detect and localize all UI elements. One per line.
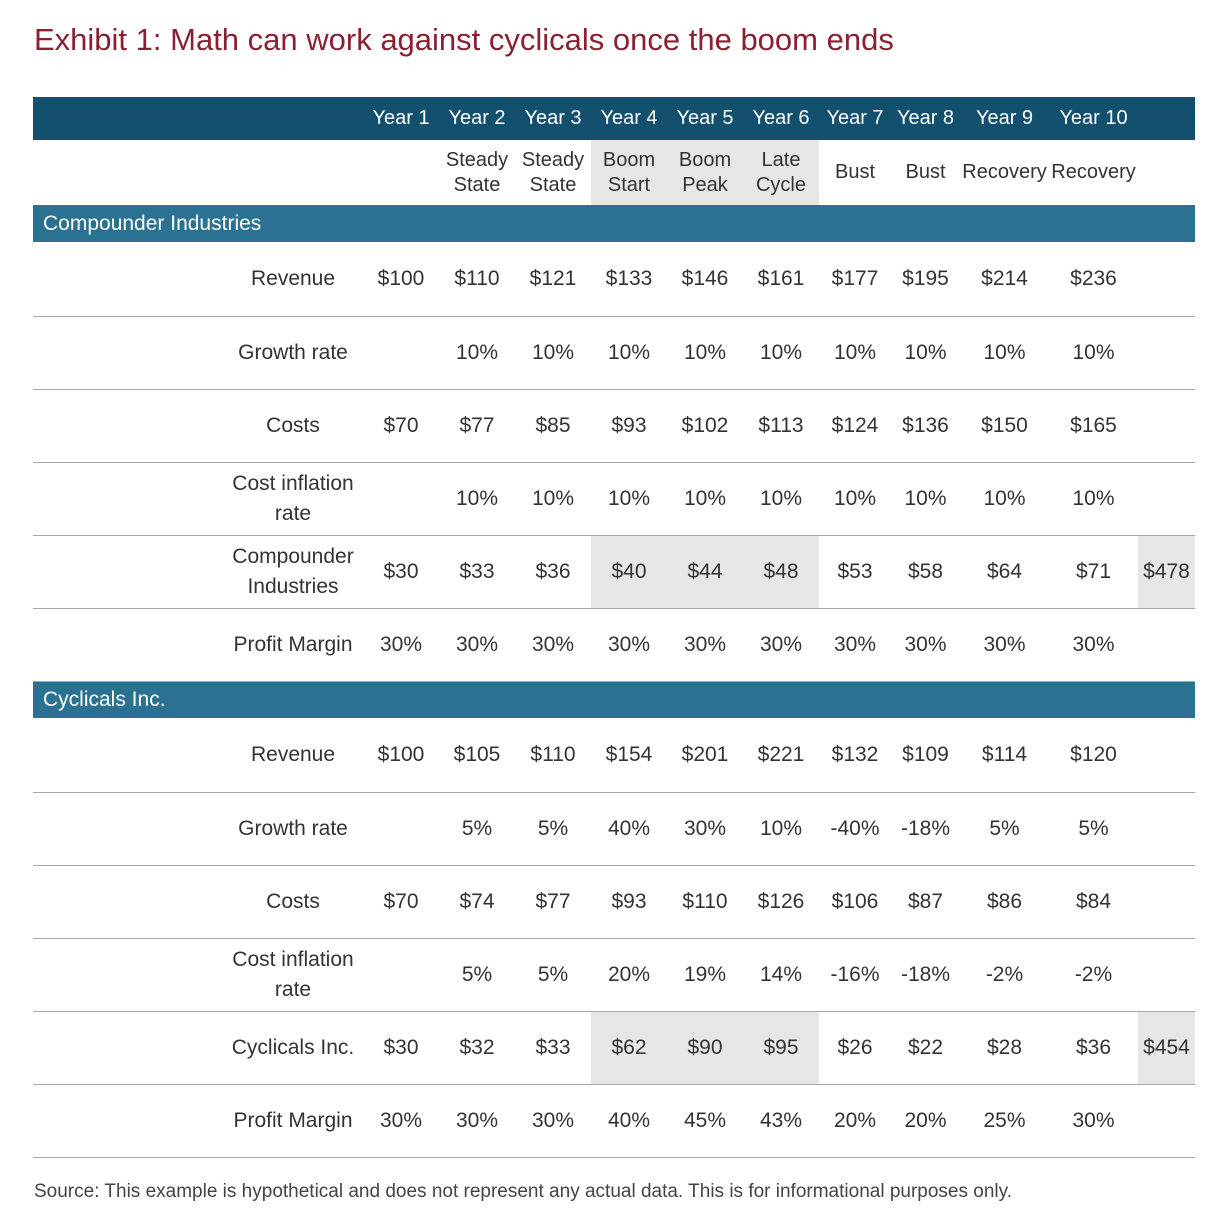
table-cell: 5% — [461, 816, 493, 840]
table-cell: 10% — [983, 486, 1026, 510]
source-note: Source: This example is hypothetical and does not represent any actual data. This is for informational purposes only. — [34, 1181, 1012, 1202]
table-row — [33, 938, 1195, 1011]
row-indent — [33, 1011, 223, 1084]
table-cell: $33 — [535, 1035, 571, 1059]
total-cell: $478 — [1138, 535, 1195, 608]
table-cell: $26 — [837, 1035, 873, 1059]
table-cell: $93 — [611, 413, 647, 437]
table-cell: $93 — [611, 889, 647, 913]
metric-label: Revenue — [250, 266, 336, 290]
year-header: Year 6 — [752, 107, 810, 129]
phase-line: Steady — [445, 148, 509, 171]
metric-label: Growth rate — [238, 816, 348, 840]
year-header-row — [33, 97, 1195, 140]
total-cell — [1138, 389, 1195, 462]
table-cell: $102 — [681, 413, 729, 437]
table-cell: 10% — [904, 340, 947, 364]
table-cell: 30% — [607, 632, 651, 656]
table-cell: $201 — [681, 742, 729, 766]
table-cell: 10% — [531, 486, 575, 510]
total-cell — [1138, 462, 1195, 535]
table-cell: 5% — [537, 816, 569, 840]
total-cell — [1138, 316, 1195, 389]
table-cell: 30% — [1072, 632, 1115, 656]
table-cell: 25% — [983, 1108, 1026, 1132]
table-row — [33, 242, 1195, 316]
page-title: Exhibit 1: Math can work against cyclicals once the boom ends — [34, 22, 894, 57]
phase-label — [960, 140, 1049, 205]
table-cell: $32 — [459, 1035, 495, 1059]
table-cell: -16% — [830, 962, 880, 986]
table-cell: 10% — [531, 340, 575, 364]
table-cell: 10% — [607, 340, 651, 364]
table-cell: $132 — [831, 742, 879, 766]
year-header: Year 1 — [372, 107, 430, 129]
year-header: Year 2 — [448, 107, 506, 129]
year-header: Year 3 — [524, 107, 582, 129]
table-cell: 10% — [455, 340, 499, 364]
table-cell: $40 — [591, 535, 667, 608]
table-row — [33, 608, 1195, 681]
table-cell: $161 — [757, 266, 805, 290]
table-cell: 10% — [759, 486, 803, 510]
table-row — [33, 462, 1195, 535]
year-header: Year 10 — [1059, 107, 1128, 129]
row-indent — [33, 865, 223, 938]
table-cell: 30% — [455, 632, 499, 656]
phase-label — [439, 140, 515, 205]
table-cell: -18% — [900, 962, 951, 986]
metric-label: Cost inflation rate — [232, 947, 354, 1001]
total-cell — [1138, 242, 1195, 316]
table-cell: $30 — [383, 559, 419, 583]
table-cell: 30% — [983, 632, 1026, 656]
table-cell: $236 — [1070, 266, 1117, 290]
table-cell: $62 — [591, 1011, 667, 1084]
table-cell: $214 — [981, 266, 1028, 290]
row-indent — [33, 1084, 223, 1157]
table-cell: $110 — [530, 742, 576, 766]
year-header: Year 8 — [896, 107, 955, 129]
total-cell — [1138, 938, 1195, 1011]
table-cell: $124 — [831, 413, 879, 437]
row-indent — [33, 316, 223, 389]
table-cell: 10% — [455, 486, 499, 510]
table-cell: $48 — [743, 535, 819, 608]
table-cell: 5% — [537, 962, 569, 986]
phase-line: Boom — [678, 148, 732, 171]
total-cell — [1138, 792, 1195, 865]
table-cell: $58 — [907, 559, 944, 583]
table-cell: 43% — [759, 1108, 803, 1132]
table-cell: $85 — [535, 413, 571, 437]
row-indent — [33, 535, 223, 608]
section-header — [33, 205, 1195, 242]
table-cell: $221 — [757, 742, 805, 766]
table-cell: 14% — [759, 962, 803, 986]
table-cell: $70 — [383, 889, 419, 913]
table-cell: $110 — [682, 889, 728, 913]
year-header: Year 5 — [676, 107, 734, 129]
table-cell: $120 — [1070, 742, 1117, 766]
phase-line: Peak — [682, 173, 728, 196]
row-indent — [33, 389, 223, 462]
table-row — [33, 792, 1195, 865]
table-cell: $126 — [757, 889, 805, 913]
metric-label: Costs — [266, 413, 320, 437]
table-cell: $33 — [459, 559, 495, 583]
table-cell: $71 — [1075, 559, 1112, 583]
phase-line: Steady — [521, 148, 585, 171]
table-cell: 10% — [983, 340, 1026, 364]
table-row — [33, 1084, 1195, 1157]
table-cell: $22 — [907, 1035, 944, 1059]
table-cell: 30% — [759, 632, 803, 656]
total-cell — [1138, 1084, 1195, 1157]
table-cell: -2% — [985, 962, 1024, 986]
row-indent — [33, 718, 223, 792]
table-cell: $110 — [454, 266, 500, 290]
table-cell: 30% — [531, 1108, 575, 1132]
phase-label — [891, 140, 960, 205]
table-row — [33, 389, 1195, 462]
year-header: Year 7 — [826, 107, 884, 129]
table-cell: 20% — [833, 1108, 877, 1132]
table-cell: $44 — [667, 535, 743, 608]
phase-spacer — [33, 140, 363, 205]
phase-line: State — [529, 173, 577, 196]
total-cell — [1138, 865, 1195, 938]
phase-line: Start — [607, 173, 651, 196]
section-title: Compounder Industries — [43, 211, 262, 235]
phase-label — [743, 140, 819, 205]
total-cell — [1138, 718, 1195, 792]
table-cell: 40% — [607, 816, 651, 840]
row-indent — [33, 242, 223, 316]
metric-label: Revenue — [250, 742, 336, 766]
table-cell: 10% — [1072, 340, 1115, 364]
phase-label — [819, 140, 891, 205]
table-cell: $154 — [605, 742, 653, 766]
table-cell: $136 — [902, 413, 949, 437]
metric-label: Cyclicals Inc. — [231, 1035, 355, 1059]
metric-label: Costs — [266, 889, 320, 913]
table-cell: 10% — [833, 340, 877, 364]
table-cell: $84 — [1075, 889, 1112, 913]
table-cell: $133 — [605, 266, 653, 290]
table-cell: 10% — [904, 486, 947, 510]
metric-label: Cost inflation rate — [232, 471, 354, 525]
table-cell: $113 — [758, 413, 804, 437]
metric-label: Profit Margin — [233, 1108, 353, 1132]
table-cell: 10% — [683, 340, 727, 364]
row-indent — [33, 792, 223, 865]
table-cell: $105 — [453, 742, 501, 766]
table-cell: 30% — [379, 1108, 423, 1132]
table-cell — [363, 792, 439, 865]
phase-label — [1049, 140, 1138, 205]
table-cell: $121 — [529, 266, 577, 290]
phase-label — [591, 140, 667, 205]
table-cell: 20% — [904, 1108, 947, 1132]
table-row — [33, 865, 1195, 938]
table-cell: 30% — [531, 632, 575, 656]
table-cell: 10% — [759, 816, 803, 840]
phase-line: Bust — [905, 161, 946, 183]
table-cell: $30 — [383, 1035, 419, 1059]
table-cell: $195 — [902, 266, 949, 290]
row-indent — [33, 608, 223, 681]
table-cell: $70 — [383, 413, 419, 437]
table-cell: $106 — [831, 889, 879, 913]
phase-label — [515, 140, 591, 205]
phase-line: Bust — [834, 161, 876, 183]
table-cell: $100 — [377, 742, 425, 766]
table-cell: 45% — [683, 1108, 727, 1132]
year-header: Year 9 — [975, 107, 1034, 129]
table-cell: $90 — [667, 1011, 743, 1084]
exhibit-table — [33, 97, 1195, 1158]
table-cell — [363, 938, 439, 1011]
phase-label — [363, 140, 439, 205]
table-cell — [363, 316, 439, 389]
phase-spacer — [1138, 140, 1195, 205]
table-cell: $77 — [535, 889, 571, 913]
table-cell: 5% — [461, 962, 493, 986]
table-cell: $150 — [981, 413, 1028, 437]
metric-label: Profit Margin — [233, 632, 353, 656]
table-cell: $100 — [377, 266, 425, 290]
phase-row — [33, 140, 1195, 205]
header-spacer — [1138, 97, 1195, 140]
table-cell: $77 — [459, 413, 495, 437]
table-cell: $74 — [459, 889, 495, 913]
table-cell: $53 — [837, 559, 873, 583]
table-cell: $28 — [986, 1035, 1023, 1059]
section-title: Cyclicals Inc. — [43, 687, 166, 711]
row-indent — [33, 462, 223, 535]
table-cell: 30% — [455, 1108, 499, 1132]
table-cell: 10% — [683, 486, 727, 510]
table-cell: -18% — [900, 816, 951, 840]
table-row — [33, 718, 1195, 792]
section-header — [33, 681, 1195, 718]
row-indent — [33, 938, 223, 1011]
table-cell: -2% — [1074, 962, 1113, 986]
phase-label — [667, 140, 743, 205]
phase-line: Boom — [602, 148, 656, 171]
table-cell: $177 — [831, 266, 879, 290]
table-row — [33, 1011, 1195, 1084]
table-cell: 19% — [683, 962, 727, 986]
table-cell: $109 — [902, 742, 949, 766]
header-spacer — [33, 97, 363, 140]
table-cell: -40% — [830, 816, 880, 840]
phase-line: Cycle — [755, 173, 806, 196]
phase-line: State — [453, 173, 501, 196]
table-cell: 30% — [683, 816, 727, 840]
table-cell: $165 — [1070, 413, 1117, 437]
table-cell — [363, 462, 439, 535]
table-cell: 30% — [379, 632, 423, 656]
table-cell: $36 — [535, 559, 571, 583]
table-cell: $87 — [907, 889, 944, 913]
table-cell: 5% — [989, 816, 1020, 840]
table-cell: 10% — [1072, 486, 1115, 510]
table-cell: $95 — [743, 1011, 819, 1084]
table-cell: 30% — [1072, 1108, 1115, 1132]
table-row — [33, 316, 1195, 389]
table-cell: 10% — [759, 340, 803, 364]
table-cell: $146 — [681, 266, 729, 290]
phase-line: Late — [761, 148, 801, 171]
table-cell: 10% — [607, 486, 651, 510]
table-cell: 30% — [904, 632, 947, 656]
metric-label: Growth rate — [238, 340, 348, 364]
metric-label: Compounder Industries — [232, 544, 354, 598]
table-cell: $64 — [986, 559, 1023, 583]
table-cell: 30% — [833, 632, 877, 656]
year-header: Year 4 — [600, 107, 658, 129]
phase-line: Recovery — [1051, 161, 1136, 183]
table-cell: 20% — [607, 962, 651, 986]
table-cell: $114 — [981, 742, 1028, 766]
table-cell: 30% — [683, 632, 727, 656]
table-cell: $86 — [986, 889, 1023, 913]
total-cell — [1138, 608, 1195, 681]
total-cell: $454 — [1138, 1011, 1195, 1084]
table-cell: $36 — [1075, 1035, 1112, 1059]
table-cell: 10% — [833, 486, 877, 510]
table-cell: 40% — [607, 1108, 651, 1132]
table-cell: 5% — [1078, 816, 1109, 840]
phase-line: Recovery — [962, 161, 1047, 183]
table-row — [33, 535, 1195, 608]
